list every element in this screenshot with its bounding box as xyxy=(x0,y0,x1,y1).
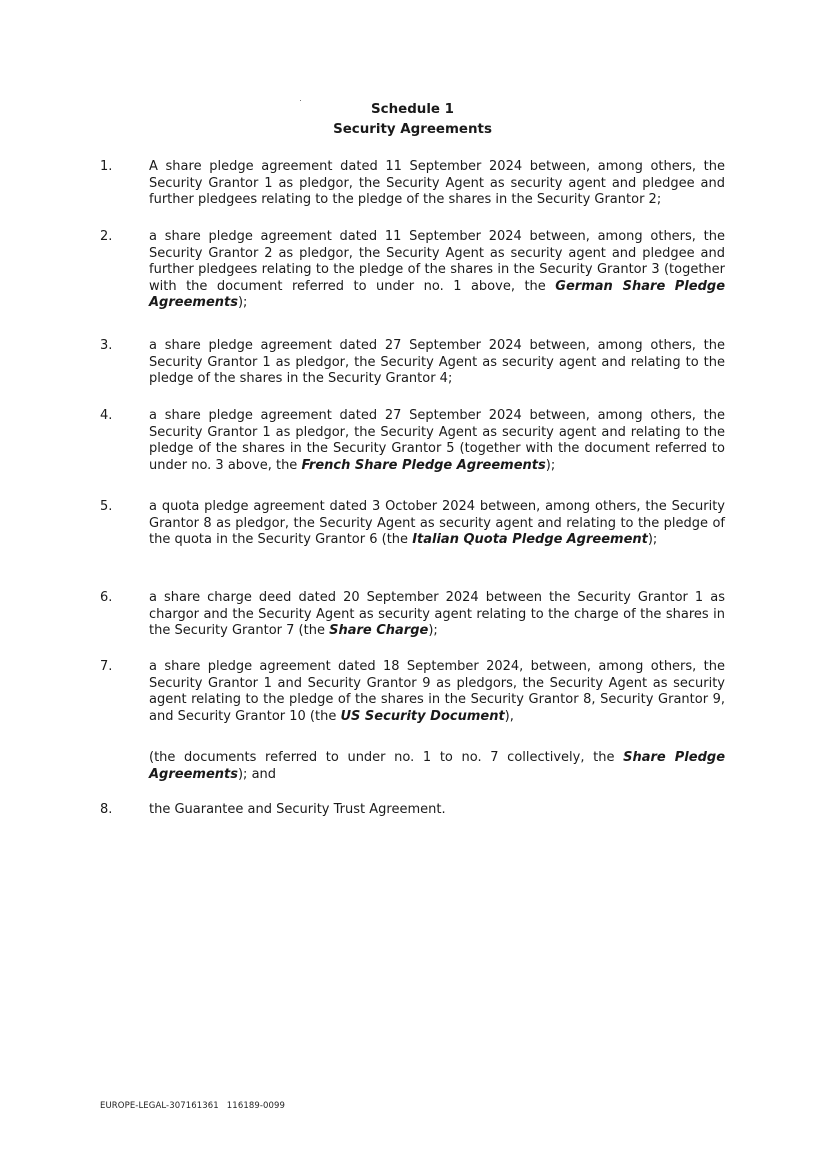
defined-term: Agreements xyxy=(149,766,238,782)
item-text: A share pledge agreement dated 11 September 2024 between, among others, the Security Grantor 1 as pledgor, the Security Agent as security agent and pledgee and further pledgees relating to the pledge of the shares in the Security Grantor 2; xyxy=(149,159,725,208)
schedule-subtitle: Security Agreements xyxy=(333,122,492,137)
collective-definition: (the documents referred to under no. 1 to no. 7 collectively, the Share Pledge Agreements); and xyxy=(149,750,726,782)
item-text: the Guarantee and Security Trust Agreement. xyxy=(149,802,446,817)
schedule-title: Schedule 1 xyxy=(371,102,454,117)
defined-term: French Share Pledge Agreements xyxy=(301,457,546,473)
item-number: 1. xyxy=(100,159,113,174)
item-number: 6. xyxy=(100,590,113,605)
defined-term: German Share xyxy=(555,278,666,294)
item-text: a share pledge agreement dated 27 September 2024 between, among others, the Security Grantor 1 as pledgor, the Security Agent as security agent and relating to the pledge of the shares in the Security Grantor 5 (together with the document referred to under no. 3 above, the French Share Pledge Agreements); xyxy=(149,408,725,473)
item-text: a share pledge agreement dated 18 September 2024, between, among others, the Security Grantor 1 and Security Grantor 9 as pledgors, the Security Agent as security agent relating to the pledge of the shares in the Security Grantor 8, Security Grantor 9, and Security Grantor 10 (the US Security Document), xyxy=(149,659,726,724)
item-number: 5. xyxy=(100,499,113,514)
item-number: 3. xyxy=(100,338,113,353)
item-number: 8. xyxy=(100,802,113,817)
defined-term: Share Pledge xyxy=(623,750,726,765)
item-number: 2. xyxy=(100,229,113,244)
document-footer xyxy=(100,1101,293,1111)
defined-term: Agreement xyxy=(566,532,648,548)
defined-term: Pledge Agreements xyxy=(149,278,726,311)
item-text: a share pledge agreement dated 11 September 2024 between, among others, the Security Grantor 2 as pledgor, the Security Agent as security agent and pledgee and further pledgees relating to the pledge of the shares in the Security Grantor 3 (together with the document referred to under no. 1 above, the German Share Pledge Agreements); xyxy=(149,229,726,311)
item-number: 4. xyxy=(100,408,113,423)
defined-term: Italian Quota Pledge xyxy=(412,532,563,548)
doc-reference: EUROPE-LEGAL-307161361 xyxy=(100,1101,219,1111)
item-text: a share charge deed dated 20 September 2024 between the Security Grantor 1 as chargor and the Security Agent as security agent relating to the charge of the shares in the Security Grantor 7 (the Share Charge); xyxy=(149,590,725,639)
item-text: a share pledge agreement dated 27 September 2024 between, among others, the Security Grantor 1 as pledgor, the Security Agent as security agent and relating to the pledge of the shares in the Security Grantor 4; xyxy=(149,338,725,387)
item-number: 7. xyxy=(100,659,113,674)
matter-reference: 116189-0099 xyxy=(226,1101,286,1111)
item-text: a quota pledge agreement dated 3 October 2024 between, among others, the Security Grantor 8 as pledgor, the Security Agent as security agent and relating to the pledge of the quota in the Security Grantor 6 (the Italian Quota Pledge Agreement); xyxy=(149,499,725,548)
defined-term: Share Charge xyxy=(329,623,429,639)
defined-term: US Security Document xyxy=(340,708,505,724)
